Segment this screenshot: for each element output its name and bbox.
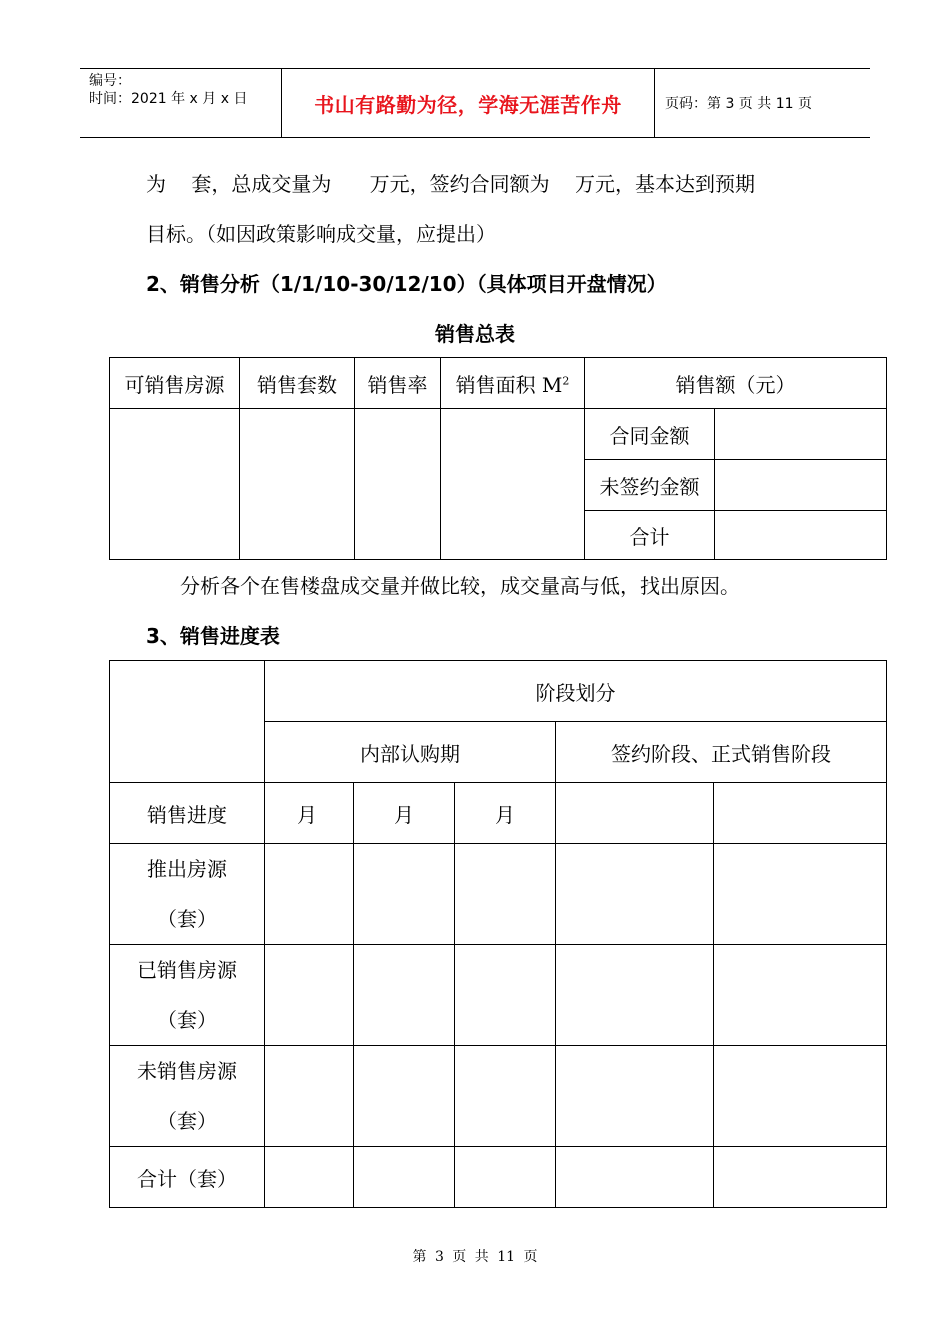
progress-cell-4 xyxy=(556,783,714,844)
total-cell xyxy=(354,1147,455,1208)
row-label-progress: 销售进度 xyxy=(110,783,265,844)
unsold-label-2: （套） xyxy=(157,1109,217,1133)
unsold-cell xyxy=(354,1046,455,1147)
sales-progress-table xyxy=(109,660,887,1208)
total-cell xyxy=(714,1147,887,1208)
row-total: 合计 xyxy=(585,511,715,560)
month-cell-3: 月 xyxy=(455,783,556,844)
launched-cell xyxy=(556,844,714,945)
motto: 书山有路勤为径，学海无涯苦作舟 xyxy=(282,69,655,137)
sales-summary-table xyxy=(109,357,887,560)
sold-label-1: 已销售房源 xyxy=(137,958,237,982)
number-label: 编号： xyxy=(89,73,131,89)
sales-summary-title: 销售总表 xyxy=(435,322,515,346)
sold-cell xyxy=(455,945,556,1046)
page-info: 页码：第 3 页 共 11 页 xyxy=(665,96,812,112)
launched-label-1: 推出房源 xyxy=(147,857,227,881)
cell-total-value xyxy=(715,511,887,560)
row-label-total: 合计（套） xyxy=(110,1147,265,1208)
unsold-label-1: 未销售房源 xyxy=(137,1059,237,1083)
launched-cell xyxy=(455,844,556,945)
header-sales-area-sup: 2 xyxy=(562,373,570,387)
sold-cell xyxy=(556,945,714,1046)
unsold-cell xyxy=(556,1046,714,1147)
cell-rate xyxy=(355,409,441,560)
row-unsigned-amount: 未签约金额 xyxy=(585,460,715,511)
total-cell xyxy=(265,1147,354,1208)
cell-area xyxy=(441,409,585,560)
row-label-sold xyxy=(110,945,265,1046)
header-available-units: 可销售房源 xyxy=(110,358,240,409)
month-cell-1: 月 xyxy=(265,783,354,844)
launched-cell xyxy=(714,844,887,945)
header-sales-amount: 销售额（元） xyxy=(585,358,887,409)
intro-line-1: 为 套，总成交量为 万元，签约合同额为 万元，基本达到预期 xyxy=(146,172,756,196)
page-footer: 第 3 页 共 11 页 xyxy=(412,1249,538,1265)
launched-cell xyxy=(354,844,455,945)
launched-label-2: （套） xyxy=(157,907,217,931)
unsold-cell xyxy=(265,1046,354,1147)
cell-unsigned-value xyxy=(715,460,887,511)
unsold-cell xyxy=(714,1046,887,1147)
section-3-heading: 3、销售进度表 xyxy=(146,624,280,648)
sold-cell xyxy=(714,945,887,1046)
total-cell xyxy=(455,1147,556,1208)
cell-contract-value xyxy=(715,409,887,460)
header-sales-rate: 销售率 xyxy=(355,358,441,409)
analysis-text: 分析各个在售楼盘成交量并做比较，成交量高与低，找出原因。 xyxy=(180,574,740,598)
total-cell xyxy=(556,1147,714,1208)
sold-cell xyxy=(354,945,455,1046)
sold-cell xyxy=(265,945,354,1046)
signing-sales-stage: 签约阶段、正式销售阶段 xyxy=(556,722,887,783)
corner-cell xyxy=(110,661,265,783)
internal-subscription-period: 内部认购期 xyxy=(265,722,556,783)
header-sales-area xyxy=(441,358,585,409)
launched-cell xyxy=(265,844,354,945)
row-contract-amount: 合同金额 xyxy=(585,409,715,460)
header-units-sold: 销售套数 xyxy=(240,358,355,409)
cell-available xyxy=(110,409,240,560)
header-meta xyxy=(80,69,282,137)
cell-units xyxy=(240,409,355,560)
row-label-unsold xyxy=(110,1046,265,1147)
stage-header: 阶段划分 xyxy=(265,661,887,722)
progress-cell-5 xyxy=(714,783,887,844)
sold-label-2: （套） xyxy=(157,1008,217,1032)
unsold-cell xyxy=(455,1046,556,1147)
time-label: 时间：2021 年 x 月 x 日 xyxy=(89,91,248,107)
row-label-launched xyxy=(110,844,265,945)
document-header xyxy=(80,68,870,138)
section-2-heading: 2、销售分析（1/1/10-30/12/10）（具体项目开盘情况） xyxy=(146,272,667,296)
month-cell-2: 月 xyxy=(354,783,455,844)
intro-line-2: 目标。（如因政策影响成交量，应提出） xyxy=(146,222,496,246)
header-sales-area-text: 销售面积 M xyxy=(455,372,563,397)
